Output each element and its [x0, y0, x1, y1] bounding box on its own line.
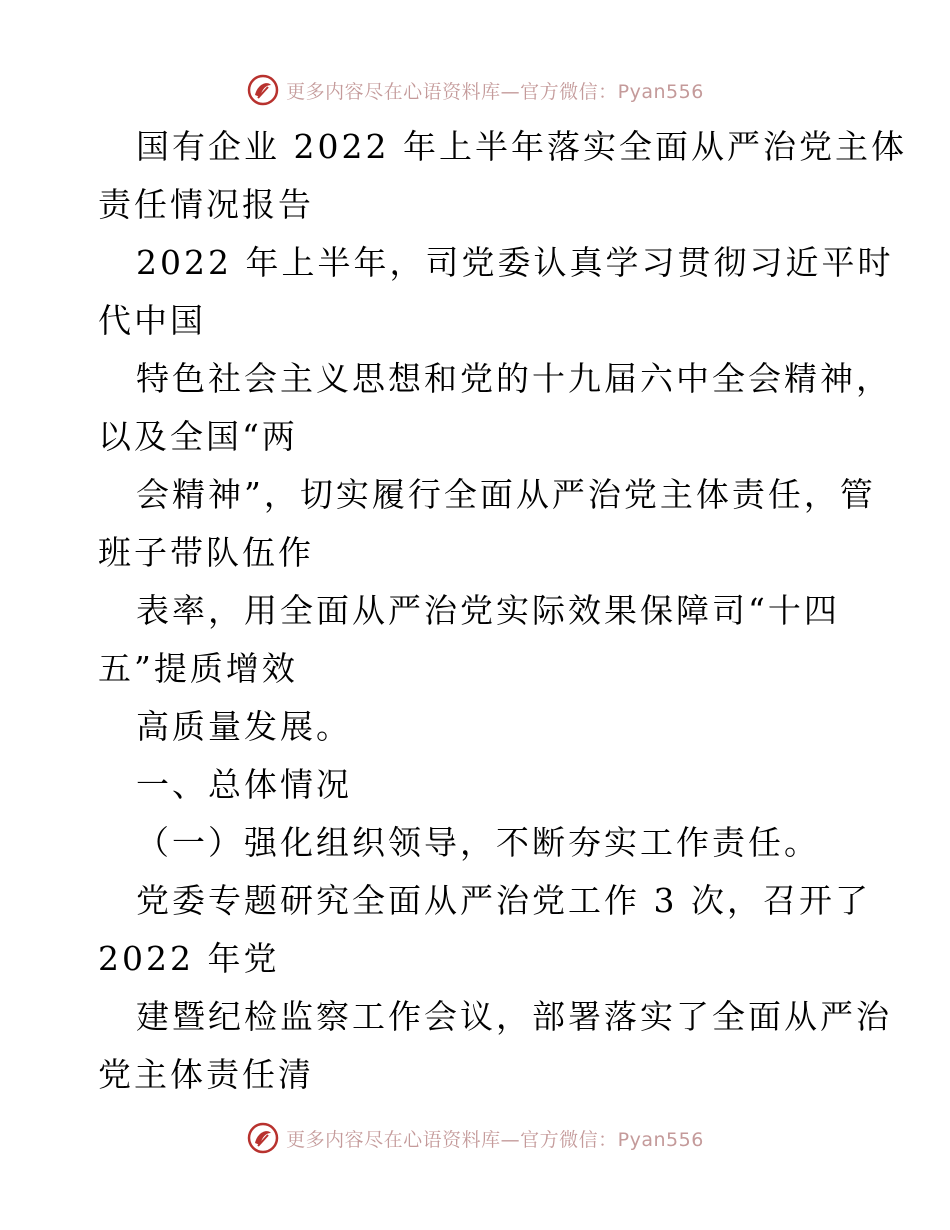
- document-line: 五”提质增效: [98, 649, 298, 688]
- document-line: 会精神”，切实履行全面从严治党主体责任，管: [136, 475, 876, 514]
- watermark-header: [0, 70, 950, 110]
- document-body: [98, 118, 907, 1104]
- document-line: 国有企业 2022 年上半年落实全面从严治党主体: [136, 127, 907, 166]
- document-line: 责任情况报告: [98, 185, 314, 224]
- watermark-text: 更多内容尽在心语资料库—官方微信：Pyan556: [286, 80, 704, 103]
- red-seal-logo-icon: [246, 1121, 280, 1155]
- document-line: 2022 年党: [98, 939, 280, 978]
- subsection-heading: （一）强化组织领导，不断夯实工作责任。: [136, 823, 820, 862]
- watermark-text: 更多内容尽在心语资料库—官方微信：Pyan556: [286, 1128, 704, 1151]
- red-seal-logo-icon: [246, 73, 280, 107]
- document-line: 班子带队伍作: [98, 533, 314, 572]
- document-line: 表率，用全面从严治党实际效果保障司“十四: [136, 591, 840, 630]
- document-line: 党委专题研究全面从严治党工作 3 次，召开了: [136, 881, 871, 920]
- watermark-footer: [0, 1118, 950, 1158]
- document-line: 特色社会主义思想和党的十九届六中全会精神，: [136, 359, 892, 398]
- document-line: 党主体责任清: [98, 1055, 314, 1094]
- document-line: 建暨纪检监察工作会议，部署落实了全面从严治: [136, 997, 892, 1036]
- section-heading: 一、总体情况: [136, 765, 352, 804]
- document-line: 2022 年上半年，司党委认真学习贯彻习近平时: [136, 243, 894, 282]
- document-line: 以及全国“两: [98, 417, 298, 456]
- document-line: 高质量发展。: [136, 707, 352, 746]
- document-line: 代中国: [98, 301, 206, 340]
